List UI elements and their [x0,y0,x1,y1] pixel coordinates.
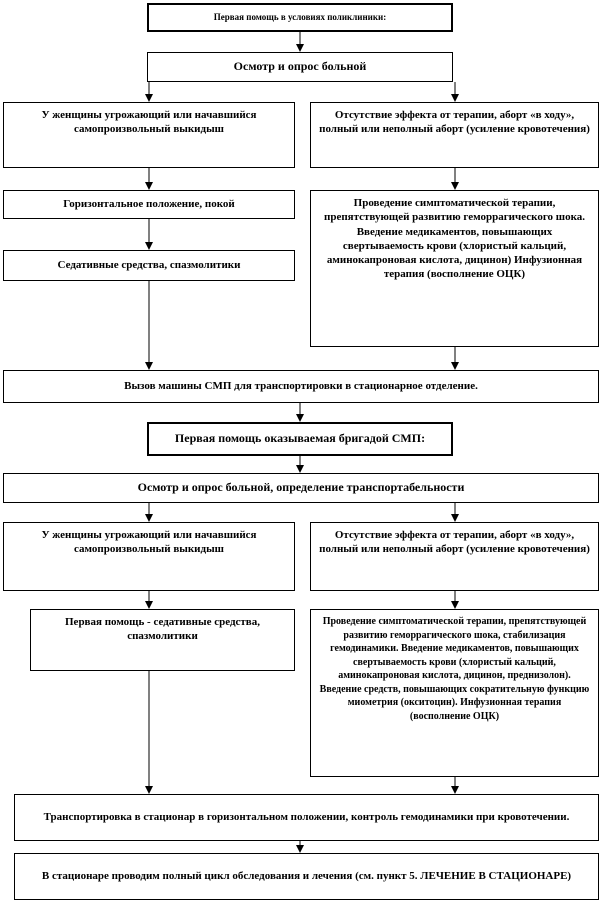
section1-right-therapy: Проведение симптоматической терапии, препятствующей развитию геморрагического шока. Введение медикаментов, повышающих свертываемость крови (хлористый кальций, аминокапроновая кислота, дицинон) Инфузионная терапия (восполнение ОЦК) [323,197,585,281]
section2-hospital-box [14,853,599,900]
section1-right-therapy-box [310,190,599,347]
section1-left-step1-box [3,190,295,219]
section2-left-condition-box [3,522,295,591]
section2-title: Первая помощь оказываемая бригадой СМП: [174,431,426,446]
section1-left-step2: Седативные средства, спазмолитики [57,259,241,272]
section1-ambulance-call-box [3,370,599,403]
section1-left-condition-box [3,102,295,168]
section1-left-step2-box [3,250,295,281]
section1-ambulance-call: Вызов машины СМП для транспортировки в стационарное отделение. [124,380,478,393]
section2-left-condition: У женщины угрожающий или начавшийся самопроизвольный выкидыш [41,529,257,556]
section2-right-therapy-box [310,609,599,777]
section1-right-condition: Отсутствие эффекта от терапии, аборт «в ходу», полный или неполный аборт (усиление кровотечения) [319,109,590,136]
section1-exam-box [147,52,453,82]
section1-right-condition-box [310,102,599,168]
section1-left-condition: У женщины угрожающий или начавшийся самопроизвольный выкидыш [41,109,257,136]
section2-transport: Транспортировка в стационар в горизонтальном положении, контроль гемодинамики при кровотечении. [43,811,570,824]
section2-transport-box [14,794,599,841]
section2-exam: Осмотр и опрос больной, определение транспортабельности [137,480,465,495]
section1-title-box [147,3,453,32]
section2-right-condition: Отсутствие эффекта от терапии, аборт «в ходу», полный или неполный аборт (усиление кровотечения) [319,529,590,556]
section2-left-step: Первая помощь - седативные средства, спазмолитики [65,616,260,643]
section1-title: Первая помощь в условиях поликлиники: [213,11,387,22]
section1-exam: Осмотр и опрос больной [233,59,367,74]
section2-right-therapy: Проведение симптоматической терапии, препятствующей развитию геморрагического шока, стабилизация гемодинамики. Введение медикаментов, повышающих свертываемость крови (хлористый кальций, аминокапроновая кислота, дицинон, преднизолон). Введение средств, повышающих сократительную функцию миометрия (окситоцин). Инфузионная терапия (восполнение ОЦК) [319,616,590,722]
section2-right-condition-box [310,522,599,591]
section2-left-step-box [30,609,295,671]
section2-exam-box [3,473,599,503]
section2-hospital: В стационаре проводим полный цикл обследования и лечения (см. пункт 5. ЛЕЧЕНИЕ В СТАЦИОНАРЕ) [41,870,572,883]
section2-title-box [147,422,453,456]
section1-left-step1: Горизонтальное положение, покой [63,198,235,211]
